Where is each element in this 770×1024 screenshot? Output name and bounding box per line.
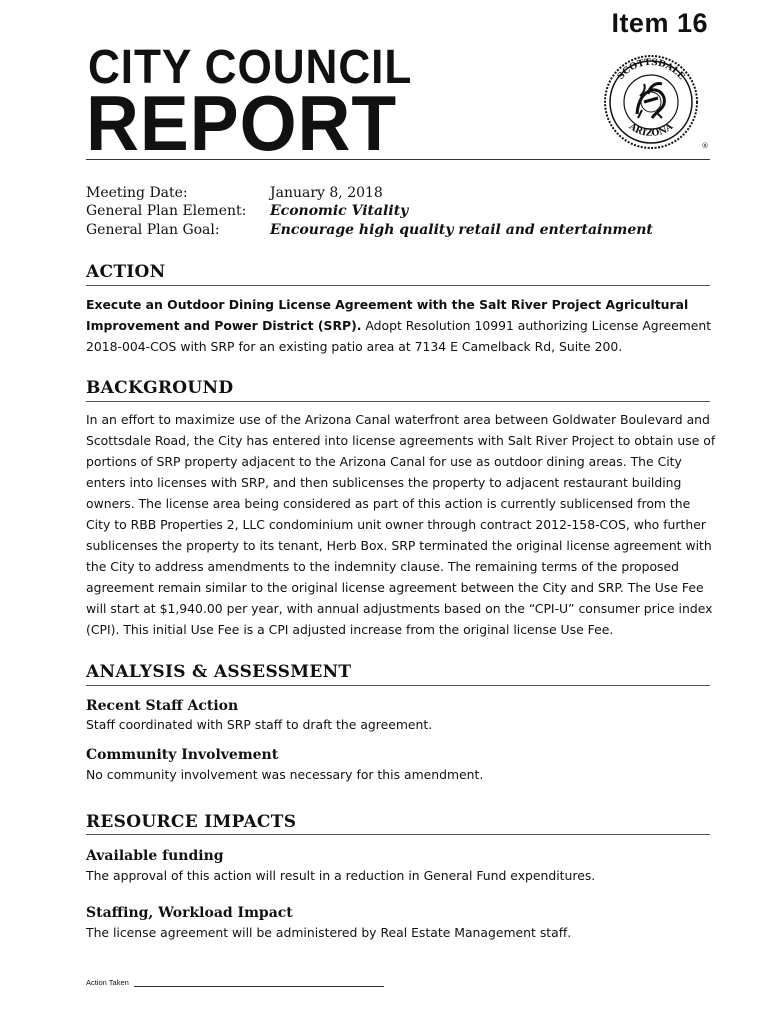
staff-action-heading: Recent Staff Action — [86, 698, 239, 714]
action-bold-text: Execute an Outdoor Dining License Agreement with the Salt River Project Agricultural Improvement and Power District (SRP). — [86, 297, 689, 333]
meeting-date-label: Meeting Date: — [86, 185, 188, 201]
plan-element-value: Economic Vitality — [270, 203, 409, 219]
community-heading: Community Involvement — [86, 747, 279, 763]
resources-divider — [86, 834, 710, 835]
community-text: No community involvement was necessary for this amendment. — [86, 767, 484, 782]
action-text: Adopt Resolution 10991 authorizing License Agreement 2018-004-COS with SRP for an existing patio area at 7134 E Camelback Rd, Suite 200. — [86, 318, 712, 354]
action-divider — [86, 285, 710, 286]
report-title-line1: CITY COUNCIL — [88, 41, 413, 94]
resources-heading: RESOURCE IMPACTS — [86, 812, 297, 832]
staffing-text: The license agreement will be administered by Real Estate Management staff. — [86, 925, 572, 940]
background-paragraph: In an effort to maximize use of the Arizona Canal waterfront area between Goldwater Boulevard and Scottsdale Road, the City has entered into license agreements with Salt River Project to obtain use of portions of SRP property adjacent to the Arizona Canal for use as outdoor dining areas. The City enters into licenses with SRP, and then sublicenses the property to adjacent restaurant building owners. The license area being considered as part of this action is currently sublicensed from the City to RBB Properties 2, LLC condominium unit owner through contract 2012-158-COS, who further sublicenses the property to its tenant, Herb Box. SRP terminated the original license agreement with the City to address amendments to the indemnity clause. The remaining terms of the proposed agreement remain similar to the original license agreement between the City and SRP. The Use Fee will start at $1,940.00 per year, with annual adjustments based on the “CPI-U” consumer price index (CPI). This initial Use Fee is a CPI adjusted increase from the original license Use Fee. — [86, 412, 716, 637]
action-taken-label: Action Taken — [86, 978, 129, 987]
seal-registered-mark: ® — [701, 142, 709, 150]
action-paragraph — [86, 294, 716, 357]
meeting-date-value: January 8, 2018 — [270, 185, 383, 201]
background-heading: BACKGROUND — [86, 378, 234, 398]
item-number: Item 16 — [611, 8, 708, 38]
analysis-heading: ANALYSIS & ASSESSMENT — [86, 662, 352, 682]
action-heading: ACTION — [86, 262, 166, 282]
analysis-divider — [86, 685, 710, 686]
staffing-heading: Staffing, Workload Impact — [86, 905, 293, 921]
funding-text: The approval of this action will result in a reduction in General Fund expenditures. — [86, 868, 596, 883]
background-divider — [86, 401, 710, 402]
city-seal-logo — [592, 52, 710, 152]
staff-action-text: Staff coordinated with SRP staff to draft the agreement. — [86, 717, 433, 732]
plan-goal-value: Encourage high quality retail and entertainment — [270, 222, 653, 238]
plan-element-label: General Plan Element: — [86, 203, 247, 219]
plan-goal-label: General Plan Goal: — [86, 222, 220, 238]
funding-heading: Available funding — [86, 848, 224, 864]
svg-text:ARIZONA — [626, 121, 676, 139]
seal-top-text: SCOTTSDALE — [615, 57, 687, 82]
action-taken-blank-line — [134, 986, 384, 987]
header-divider — [86, 159, 710, 160]
seal-bottom-text: ARIZONA — [626, 121, 676, 139]
report-title-line2: REPORT — [86, 79, 398, 167]
